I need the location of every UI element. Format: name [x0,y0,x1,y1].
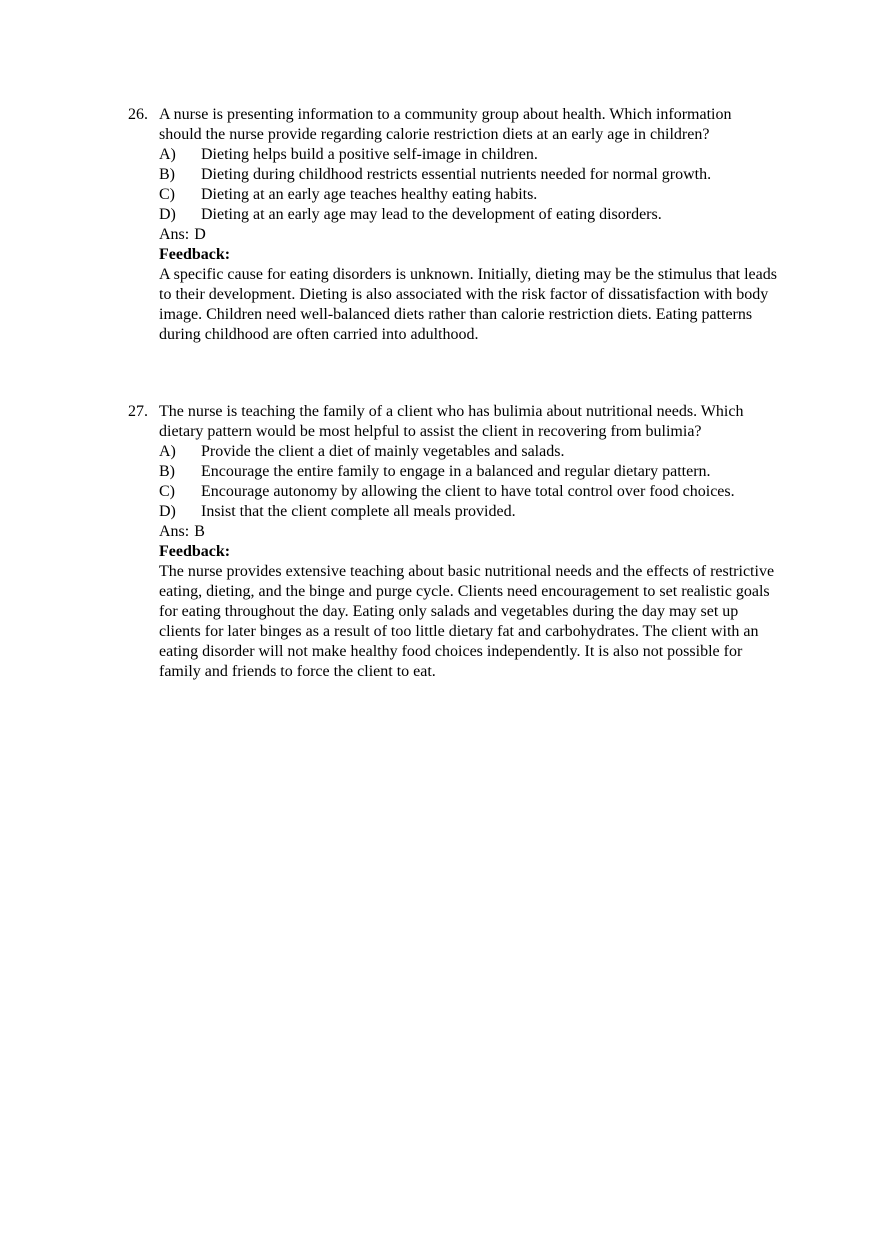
question-body [159,105,778,345]
option-text: Insist that the client complete all meals provided. [201,503,516,520]
answer-line [159,225,778,245]
option-letter: A) [159,443,176,460]
option-letter: D) [159,206,176,223]
option-letter: C) [159,483,175,500]
option-a [159,145,778,165]
question-body [159,402,778,682]
option-b [159,462,778,482]
option-text: Encourage the entire family to engage in a balanced and regular dietary pattern. [201,463,711,480]
option-letter: A) [159,146,176,163]
option-a [159,442,778,462]
option-d [159,205,778,225]
option-text: Dieting at an early age may lead to the development of eating disorders. [201,206,662,223]
question-stem: A nurse is presenting information to a community group about health. Which information should the nurse provide regarding calorie restriction diets at an early age in children? [159,106,732,143]
answer-value: B [194,523,205,540]
question-number: 26. [128,106,148,123]
option-c [159,185,778,205]
option-letter: C) [159,186,175,203]
answer-line [159,522,778,542]
option-letter: B) [159,463,175,480]
feedback-text: A specific cause for eating disorders is unknown. Initially, dieting may be the stimulus that leads to their development. Dieting is also associated with the risk factor of dissatisfaction with body image. Children need well-balanced diets rather than calorie restriction diets. Eating patterns during childhood are often carried into adulthood. [159,266,777,343]
option-b [159,165,778,185]
question-27 [128,402,778,682]
answer-label: Ans: [159,523,190,540]
option-text: Dieting helps build a positive self-image in children. [201,146,538,163]
question-26 [128,105,778,345]
question-number: 27. [128,403,148,420]
answer-label: Ans: [159,226,190,243]
option-c [159,482,778,502]
feedback-label: Feedback: [159,246,231,263]
feedback-label: Feedback: [159,543,231,560]
answer-value: D [194,226,206,243]
option-text: Dieting during childhood restricts essential nutrients needed for normal growth. [201,166,712,183]
question-header [128,402,778,682]
feedback-text: The nurse provides extensive teaching about basic nutritional needs and the effects of restrictive eating, dieting, and the binge and purge cycle. Clients need encouragement to set realistic goals for eating throughout the day. Eating only salads and vegetables during the day may set up clients for later binges as a result of too little dietary fat and carbohydrates. The client with an eating disorder will not make healthy food choices independently. It is also not possible for family and friends to force the client to eat. [159,563,775,680]
question-header [128,105,778,345]
option-letter: D) [159,503,176,520]
option-d [159,502,778,522]
option-text: Encourage autonomy by allowing the client to have total control over food choices. [201,483,735,500]
option-text: Provide the client a diet of mainly vegetables and salads. [201,443,565,460]
option-letter: B) [159,166,175,183]
question-stem: The nurse is teaching the family of a client who has bulimia about nutritional needs. Which dietary pattern would be most helpful to assist the client in recovering from bulimia? [159,403,744,440]
option-text: Dieting at an early age teaches healthy eating habits. [201,186,538,203]
